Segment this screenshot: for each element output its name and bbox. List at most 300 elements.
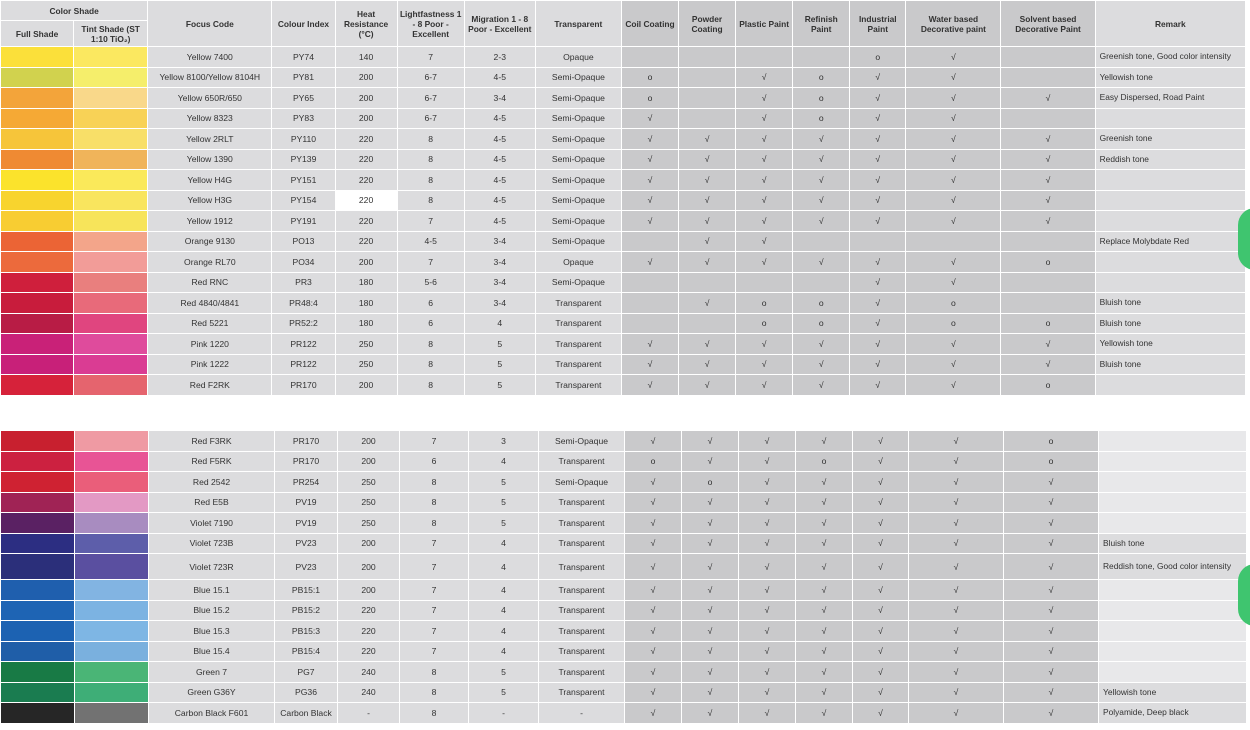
heat-resistance-cell: 200: [335, 108, 397, 129]
transparency-cell: Transparent: [539, 451, 625, 472]
full-shade-swatch: [1, 662, 75, 683]
full-shade-swatch: [1, 682, 75, 703]
migration-cell: 4-5: [464, 67, 535, 88]
refinish-paint-cell: √: [793, 149, 850, 170]
industrial-paint-cell: √: [853, 580, 909, 601]
header-heat-resistance: Heat Resistance (°C): [335, 1, 397, 47]
coil-coating-cell: √: [621, 149, 678, 170]
transparency-cell: Transparent: [539, 600, 625, 621]
refinish-paint-cell: √: [793, 334, 850, 355]
lightfastness-cell: 7: [400, 641, 469, 662]
header-color-shade: Color Shade: [1, 1, 148, 21]
coil-coating-cell: √: [621, 252, 678, 273]
powder-coating-cell: √: [679, 293, 736, 314]
industrial-paint-cell: √: [853, 682, 909, 703]
full-shade-swatch: [1, 375, 74, 396]
migration-cell: 5: [469, 513, 539, 534]
coil-coating-cell: √: [625, 472, 682, 493]
refinish-paint-cell: √: [796, 682, 853, 703]
migration-cell: 5: [464, 354, 535, 375]
transparency-cell: Semi-Opaque: [539, 472, 625, 493]
refinish-paint-cell: √: [793, 190, 850, 211]
transparency-cell: Transparent: [539, 492, 625, 513]
industrial-paint-cell: √: [853, 492, 909, 513]
plastic-paint-cell: √: [739, 431, 796, 452]
industrial-paint-cell: √: [853, 431, 909, 452]
migration-cell: 2-3: [464, 47, 535, 68]
powder-coating-cell: √: [679, 354, 736, 375]
heat-resistance-cell: 200: [338, 580, 400, 601]
heat-resistance-cell: 220: [335, 190, 397, 211]
table-row: [1, 129, 1246, 150]
full-shade-swatch: [1, 129, 74, 150]
remark-cell: Bluish tone: [1095, 293, 1245, 314]
heat-resistance-cell: 200: [338, 431, 400, 452]
focus-code-cell: Yellow 7400: [148, 47, 272, 68]
migration-cell: 4: [469, 580, 539, 601]
table-row: [1, 190, 1246, 211]
heat-resistance-cell: 240: [338, 662, 400, 683]
transparency-cell: Transparent: [539, 533, 625, 554]
industrial-paint-cell: √: [850, 190, 906, 211]
focus-code-cell: Blue 15.3: [149, 621, 275, 642]
plastic-paint-cell: [736, 272, 793, 293]
powder-coating-cell: √: [679, 334, 736, 355]
header-industrial-paint: Industrial Paint: [850, 1, 906, 47]
side-tab-top[interactable]: [1238, 208, 1250, 270]
table-row: [1, 533, 1247, 554]
tint-shade-swatch: [74, 47, 148, 68]
solvent-based-paint-cell: √: [1001, 211, 1095, 232]
table-row: [1, 211, 1246, 232]
industrial-paint-cell: o: [850, 47, 906, 68]
industrial-paint-cell: √: [850, 272, 906, 293]
full-shade-swatch: [1, 231, 74, 252]
colour-index-cell: PB15:4: [275, 641, 338, 662]
industrial-paint-cell: √: [853, 703, 909, 724]
focus-code-cell: Pink 1220: [148, 334, 272, 355]
industrial-paint-cell: √: [850, 88, 906, 109]
plastic-paint-cell: √: [736, 149, 793, 170]
plastic-paint-cell: √: [739, 641, 796, 662]
coil-coating-cell: √: [621, 211, 678, 232]
tint-shade-swatch: [74, 252, 148, 273]
migration-cell: 5: [464, 375, 535, 396]
focus-code-cell: Red F5RK: [149, 451, 275, 472]
refinish-paint-cell: √: [793, 129, 850, 150]
industrial-paint-cell: √: [853, 472, 909, 493]
focus-code-cell: Yellow 8100/Yellow 8104H: [148, 67, 272, 88]
full-shade-swatch: [1, 108, 74, 129]
remark-cell: [1095, 211, 1245, 232]
plastic-paint-cell: √: [736, 354, 793, 375]
coil-coating-cell: √: [621, 354, 678, 375]
header-solvent-based: Solvent based Decorative Paint: [1001, 1, 1095, 47]
tint-shade-swatch: [75, 662, 149, 683]
refinish-paint-cell: √: [793, 211, 850, 232]
refinish-paint-cell: √: [796, 513, 853, 534]
lightfastness-cell: 8: [397, 354, 464, 375]
coil-coating-cell: √: [621, 190, 678, 211]
tint-shade-swatch: [75, 682, 149, 703]
colour-index-cell: PB15:1: [275, 580, 338, 601]
powder-coating-cell: √: [682, 621, 739, 642]
lightfastness-cell: 8: [400, 703, 469, 724]
plastic-paint-cell: √: [739, 621, 796, 642]
focus-code-cell: Orange RL70: [148, 252, 272, 273]
heat-resistance-cell: 220: [335, 231, 397, 252]
coil-coating-cell: √: [625, 554, 682, 580]
table-row: [1, 88, 1246, 109]
tint-shade-swatch: [74, 272, 148, 293]
tint-shade-swatch: [74, 375, 148, 396]
heat-resistance-cell: 200: [335, 88, 397, 109]
focus-code-cell: Carbon Black F601: [149, 703, 275, 724]
powder-coating-cell: [679, 88, 736, 109]
heat-resistance-cell: 250: [338, 492, 400, 513]
plastic-paint-cell: √: [739, 554, 796, 580]
transparency-cell: Transparent: [539, 682, 625, 703]
industrial-paint-cell: √: [850, 149, 906, 170]
water-based-paint-cell: √: [906, 272, 1001, 293]
transparency-cell: Semi-Opaque: [535, 67, 621, 88]
migration-cell: 4: [469, 533, 539, 554]
full-shade-swatch: [1, 272, 74, 293]
plastic-paint-cell: √: [736, 129, 793, 150]
transparency-cell: Semi-Opaque: [539, 431, 625, 452]
transparency-cell: Transparent: [539, 554, 625, 580]
refinish-paint-cell: o: [793, 108, 850, 129]
powder-coating-cell: [679, 272, 736, 293]
heat-resistance-cell: 250: [338, 513, 400, 534]
water-based-paint-cell: √: [909, 682, 1004, 703]
industrial-paint-cell: √: [850, 293, 906, 314]
focus-code-cell: Yellow 2RLT: [148, 129, 272, 150]
industrial-paint-cell: √: [850, 170, 906, 191]
plastic-paint-cell: o: [736, 293, 793, 314]
migration-cell: 5: [469, 662, 539, 683]
tint-shade-swatch: [74, 170, 148, 191]
migration-cell: 4-5: [464, 211, 535, 232]
refinish-paint-cell: [793, 272, 850, 293]
solvent-based-paint-cell: o: [1004, 451, 1099, 472]
remark-cell: [1095, 190, 1245, 211]
solvent-based-paint-cell: √: [1001, 88, 1095, 109]
plastic-paint-cell: √: [736, 231, 793, 252]
tint-shade-swatch: [75, 513, 149, 534]
tint-shade-swatch: [74, 211, 148, 232]
header-water-based: Water based Decorative paint: [906, 1, 1001, 47]
colour-index-cell: PY139: [272, 149, 335, 170]
water-based-paint-cell: √: [909, 580, 1004, 601]
water-based-paint-cell: √: [906, 149, 1001, 170]
full-shade-swatch: [1, 313, 74, 334]
plastic-paint-cell: √: [739, 703, 796, 724]
side-tab-bottom[interactable]: [1238, 564, 1250, 626]
migration-cell: 4: [469, 600, 539, 621]
table-row: [1, 293, 1246, 314]
focus-code-cell: Orange 9130: [148, 231, 272, 252]
heat-resistance-cell: 240: [338, 682, 400, 703]
focus-code-cell: Pink 1222: [148, 354, 272, 375]
header-refinish-paint: Refinish Paint: [793, 1, 850, 47]
refinish-paint-cell: √: [796, 472, 853, 493]
heat-resistance-cell: 220: [335, 170, 397, 191]
industrial-paint-cell: √: [850, 211, 906, 232]
full-shade-swatch: [1, 149, 74, 170]
pigment-table-bottom: [0, 430, 1247, 724]
tint-shade-swatch: [74, 334, 148, 355]
migration-cell: 4: [464, 313, 535, 334]
transparency-cell: Transparent: [535, 334, 621, 355]
solvent-based-paint-cell: √: [1001, 129, 1095, 150]
full-shade-swatch: [1, 641, 75, 662]
transparency-cell: Transparent: [539, 662, 625, 683]
lightfastness-cell: 6-7: [397, 88, 464, 109]
full-shade-swatch: [1, 472, 75, 493]
remark-cell: Bluish tone: [1095, 354, 1245, 375]
solvent-based-paint-cell: √: [1004, 580, 1099, 601]
remark-cell: [1099, 600, 1247, 621]
tint-shade-swatch: [75, 492, 149, 513]
powder-coating-cell: √: [682, 533, 739, 554]
lightfastness-cell: 7: [400, 533, 469, 554]
focus-code-cell: Yellow H3G: [148, 190, 272, 211]
lightfastness-cell: 8: [397, 170, 464, 191]
coil-coating-cell: √: [621, 108, 678, 129]
powder-coating-cell: o: [682, 472, 739, 493]
header-colour-index: Colour Index: [272, 1, 335, 47]
table-row: [1, 231, 1246, 252]
powder-coating-cell: √: [679, 190, 736, 211]
remark-cell: [1099, 621, 1247, 642]
powder-coating-cell: √: [679, 252, 736, 273]
heat-resistance-cell: 250: [338, 472, 400, 493]
transparency-cell: Transparent: [535, 354, 621, 375]
water-based-paint-cell: √: [906, 129, 1001, 150]
migration-cell: 5: [469, 682, 539, 703]
full-shade-swatch: [1, 580, 75, 601]
heat-resistance-cell: 140: [335, 47, 397, 68]
powder-coating-cell: √: [679, 129, 736, 150]
lightfastness-cell: 6: [397, 313, 464, 334]
full-shade-swatch: [1, 354, 74, 375]
colour-index-cell: PY191: [272, 211, 335, 232]
heat-resistance-cell: 180: [335, 293, 397, 314]
remark-cell: [1095, 375, 1245, 396]
colour-index-cell: PV19: [275, 492, 338, 513]
plastic-paint-cell: √: [736, 334, 793, 355]
heat-resistance-cell: 200: [338, 554, 400, 580]
full-shade-swatch: [1, 252, 74, 273]
colour-index-cell: PY74: [272, 47, 335, 68]
section-gap: [0, 404, 1250, 432]
heat-resistance-cell: -: [338, 703, 400, 724]
tint-shade-swatch: [75, 431, 149, 452]
coil-coating-cell: [621, 231, 678, 252]
table-row: [1, 703, 1247, 724]
focus-code-cell: Yellow 1390: [148, 149, 272, 170]
plastic-paint-cell: √: [739, 662, 796, 683]
coil-coating-cell: √: [625, 431, 682, 452]
table-row: [1, 662, 1247, 683]
tint-shade-swatch: [74, 313, 148, 334]
water-based-paint-cell: [906, 231, 1001, 252]
heat-resistance-cell: 250: [335, 334, 397, 355]
focus-code-cell: Red F2RK: [148, 375, 272, 396]
table-row: [1, 334, 1246, 355]
plastic-paint-cell: o: [736, 313, 793, 334]
water-based-paint-cell: √: [906, 252, 1001, 273]
focus-code-cell: Green G36Y: [149, 682, 275, 703]
focus-code-cell: Yellow H4G: [148, 170, 272, 191]
plastic-paint-cell: [736, 47, 793, 68]
colour-index-cell: PR48:4: [272, 293, 335, 314]
powder-coating-cell: √: [682, 703, 739, 724]
lightfastness-cell: 8: [397, 334, 464, 355]
powder-coating-cell: √: [682, 554, 739, 580]
powder-coating-cell: √: [682, 662, 739, 683]
powder-coating-cell: √: [682, 451, 739, 472]
heat-resistance-cell: 200: [335, 67, 397, 88]
water-based-paint-cell: √: [906, 211, 1001, 232]
powder-coating-cell: √: [682, 600, 739, 621]
full-shade-swatch: [1, 621, 75, 642]
water-based-paint-cell: √: [909, 431, 1004, 452]
heat-resistance-cell: 220: [335, 129, 397, 150]
solvent-based-paint-cell: o: [1001, 313, 1095, 334]
table-row: [1, 513, 1247, 534]
refinish-paint-cell: √: [796, 600, 853, 621]
industrial-paint-cell: √: [850, 67, 906, 88]
header-plastic-paint: Plastic Paint: [736, 1, 793, 47]
lightfastness-cell: 6: [397, 293, 464, 314]
industrial-paint-cell: √: [850, 334, 906, 355]
powder-coating-cell: √: [679, 211, 736, 232]
remark-cell: [1099, 662, 1247, 683]
water-based-paint-cell: √: [909, 554, 1004, 580]
full-shade-swatch: [1, 703, 75, 724]
plastic-paint-cell: √: [736, 375, 793, 396]
full-shade-swatch: [1, 492, 75, 513]
water-based-paint-cell: √: [906, 88, 1001, 109]
migration-cell: 4-5: [464, 108, 535, 129]
full-shade-swatch: [1, 190, 74, 211]
refinish-paint-cell: o: [793, 88, 850, 109]
table-row: [1, 108, 1246, 129]
lightfastness-cell: 4-5: [397, 231, 464, 252]
table-row: [1, 682, 1247, 703]
lightfastness-cell: 7: [400, 580, 469, 601]
refinish-paint-cell: √: [796, 554, 853, 580]
lightfastness-cell: 7: [400, 600, 469, 621]
coil-coating-cell: √: [625, 533, 682, 554]
remark-cell: [1095, 108, 1245, 129]
industrial-paint-cell: √: [853, 533, 909, 554]
water-based-paint-cell: √: [909, 451, 1004, 472]
industrial-paint-cell: √: [850, 108, 906, 129]
plastic-paint-cell: √: [739, 492, 796, 513]
migration-cell: 3-4: [464, 88, 535, 109]
lightfastness-cell: 7: [400, 554, 469, 580]
heat-resistance-cell: 200: [335, 252, 397, 273]
tint-shade-swatch: [75, 600, 149, 621]
header-powder-coating: Powder Coating: [679, 1, 736, 47]
industrial-paint-cell: √: [850, 313, 906, 334]
lightfastness-cell: 6: [400, 451, 469, 472]
migration-cell: 3-4: [464, 272, 535, 293]
heat-resistance-cell: 250: [335, 354, 397, 375]
remark-cell: Yellowish tone: [1095, 67, 1245, 88]
powder-coating-cell: √: [679, 170, 736, 191]
migration-cell: 4-5: [464, 129, 535, 150]
water-based-paint-cell: √: [909, 492, 1004, 513]
colour-index-cell: PY110: [272, 129, 335, 150]
table-row: [1, 170, 1246, 191]
transparency-cell: -: [539, 703, 625, 724]
heat-resistance-cell: 200: [335, 375, 397, 396]
plastic-paint-cell: √: [739, 580, 796, 601]
coil-coating-cell: √: [625, 682, 682, 703]
refinish-paint-cell: √: [796, 703, 853, 724]
remark-cell: Yellowish tone: [1099, 682, 1247, 703]
migration-cell: 4: [469, 621, 539, 642]
coil-coating-cell: √: [625, 621, 682, 642]
powder-coating-cell: √: [679, 231, 736, 252]
water-based-paint-cell: √: [909, 533, 1004, 554]
focus-code-cell: Blue 15.2: [149, 600, 275, 621]
full-shade-swatch: [1, 431, 75, 452]
refinish-paint-cell: √: [793, 354, 850, 375]
colour-index-cell: Carbon Black: [275, 703, 338, 724]
focus-code-cell: Red 2542: [149, 472, 275, 493]
refinish-paint-cell: √: [796, 641, 853, 662]
colour-index-cell: PR170: [275, 451, 338, 472]
remark-cell: Replace Molybdate Red: [1095, 231, 1245, 252]
refinish-paint-cell: o: [796, 451, 853, 472]
water-based-paint-cell: √: [909, 662, 1004, 683]
focus-code-cell: Red 4840/4841: [148, 293, 272, 314]
table-row: [1, 451, 1247, 472]
plastic-paint-cell: √: [736, 170, 793, 191]
heat-resistance-cell: 220: [338, 600, 400, 621]
solvent-based-paint-cell: o: [1004, 431, 1099, 452]
colour-index-cell: PR52:2: [272, 313, 335, 334]
full-shade-swatch: [1, 88, 74, 109]
transparency-cell: Semi-Opaque: [535, 88, 621, 109]
table-row: [1, 472, 1247, 493]
tint-shade-swatch: [75, 621, 149, 642]
tint-shade-swatch: [74, 190, 148, 211]
transparency-cell: Transparent: [539, 580, 625, 601]
full-shade-swatch: [1, 600, 75, 621]
powder-coating-cell: [679, 313, 736, 334]
water-based-paint-cell: √: [906, 334, 1001, 355]
colour-index-cell: PY154: [272, 190, 335, 211]
table-row: [1, 354, 1246, 375]
powder-coating-cell: √: [679, 375, 736, 396]
lightfastness-cell: 8: [400, 662, 469, 683]
focus-code-cell: Red E5B: [149, 492, 275, 513]
transparency-cell: Semi-Opaque: [535, 149, 621, 170]
transparency-cell: Transparent: [535, 313, 621, 334]
solvent-based-paint-cell: √: [1004, 621, 1099, 642]
powder-coating-cell: [679, 67, 736, 88]
powder-coating-cell: [679, 47, 736, 68]
full-shade-swatch: [1, 334, 74, 355]
refinish-paint-cell: √: [796, 662, 853, 683]
water-based-paint-cell: √: [906, 47, 1001, 68]
